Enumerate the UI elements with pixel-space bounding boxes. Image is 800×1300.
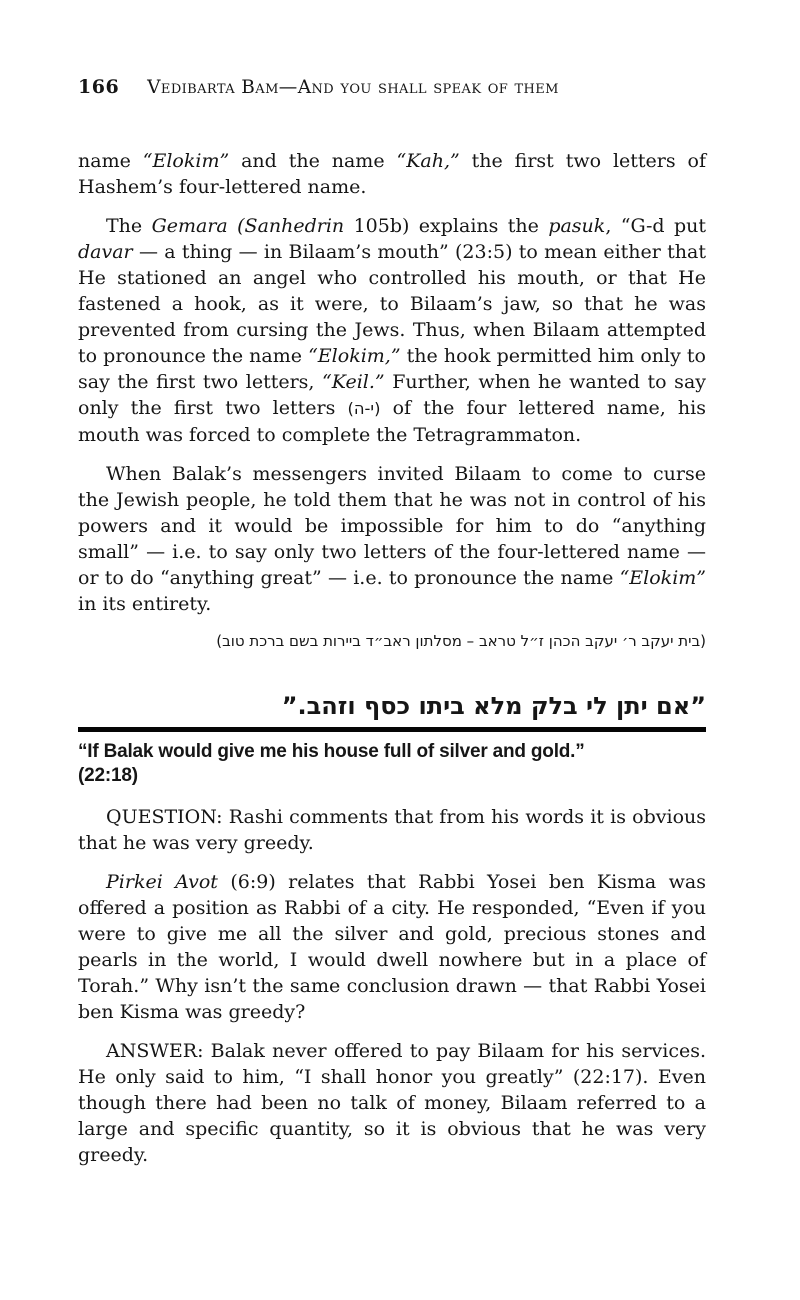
paragraph-gemara bbox=[78, 213, 706, 448]
text-run: The bbox=[106, 215, 152, 237]
paragraph-answer bbox=[78, 1038, 706, 1168]
running-title: Vedibarta Bam—And you shall speak of them bbox=[147, 77, 559, 98]
text-run: Pirkei Avot bbox=[106, 871, 218, 893]
text-run: “Elokim,” bbox=[308, 345, 401, 367]
text-run: Further, when he wanted to say only the first two letters bbox=[78, 371, 706, 419]
text-run: pasuk bbox=[548, 215, 606, 237]
page-header bbox=[78, 76, 706, 98]
page-number: 166 bbox=[78, 76, 120, 98]
heading-rule bbox=[78, 727, 706, 732]
hebrew-verse-title: ”אם יתן לי בלק מלא ביתו כסף וזהב.” bbox=[281, 692, 706, 720]
paragraph-pirkei-avot bbox=[78, 869, 706, 1025]
text-run: 105b) explains the bbox=[344, 215, 549, 237]
text-run: “Elokim” bbox=[142, 150, 230, 172]
text-run: davar bbox=[78, 241, 133, 263]
paragraph-continuation bbox=[78, 148, 706, 200]
english-verse-text: “If Balak would give me his house full of silver and gold.” bbox=[78, 741, 585, 762]
text-run: the first two letters of Hashem’s four-lettered name. bbox=[78, 150, 707, 198]
text-run: “Elokim” bbox=[619, 567, 706, 589]
text-run: and the name bbox=[229, 150, 397, 172]
hebrew-source-citation: (בית יעקב ר׳ יעקב הכהן ז״ל טראב – מסלתון ראב״ד ביירות בשם ברכת טוב) bbox=[216, 632, 706, 650]
text-run: the hook permitted him only to say the first two letters, bbox=[78, 345, 706, 393]
verse-reference: (22:18) bbox=[78, 765, 138, 786]
text-run: “Keil.” bbox=[322, 371, 385, 393]
text-run: QUESTION: Rashi comments that from his words it is obvious that he was very greedy. bbox=[78, 806, 706, 854]
paragraph-balak-messengers bbox=[78, 461, 706, 617]
text-run: ANSWER: Balak never offered to pay Bilaam for his services. He only said to him, “I shall honor you greatly” (22:17). Even though there had been no talk of money, Bilaam referred to a large and specific quantity, so it is obvious that he was very greedy. bbox=[78, 1040, 706, 1166]
text-run: — a thing — in Bilaam’s mouth” (23:5) to mean either that He stationed an angel who controlled his mouth, or that He fastened a hook, as it were, to Bilaam’s jaw, so that he was prevented from cursing the Jews. Thus, when Bilaam attempted to pronounce the name bbox=[78, 241, 706, 367]
text-run: name bbox=[78, 150, 143, 172]
text-run: When Balak’s messengers invited Bilaam to come to curse the Jewish people, he told them that he was not in control of his powers and it would be impossible for him to do “anything small” — i.e. to say only two letters of the four-lettered name — or to do “anything great” — i.e. to pronounce the name bbox=[78, 463, 706, 589]
text-run: , “G-d put bbox=[605, 215, 707, 237]
english-verse-title bbox=[78, 740, 706, 788]
section-heading bbox=[78, 690, 706, 788]
text-run: “Kah,” bbox=[396, 150, 460, 172]
text-run: Gemara (Sanhedrin bbox=[151, 215, 345, 237]
page-body bbox=[78, 148, 706, 1168]
text-run: (י-ה) bbox=[347, 399, 381, 418]
text-run: (6:9) relates that Rabbi Yosei ben Kisma was offered a position as Rabbi of a city. He responded, “Even if you were to give me all the silver and gold, precious stones and pearls in the world, I would dwell nowhere but in a place of Torah.” Why isn’t the same conclusion drawn — that Rabbi Yosei ben Kisma was greedy? bbox=[78, 871, 707, 1023]
text-run: in its entirety. bbox=[78, 593, 212, 615]
text-run: of the four lettered name, his mouth was forced to complete the Tetragrammaton. bbox=[78, 397, 706, 446]
paragraph-question bbox=[78, 804, 706, 856]
